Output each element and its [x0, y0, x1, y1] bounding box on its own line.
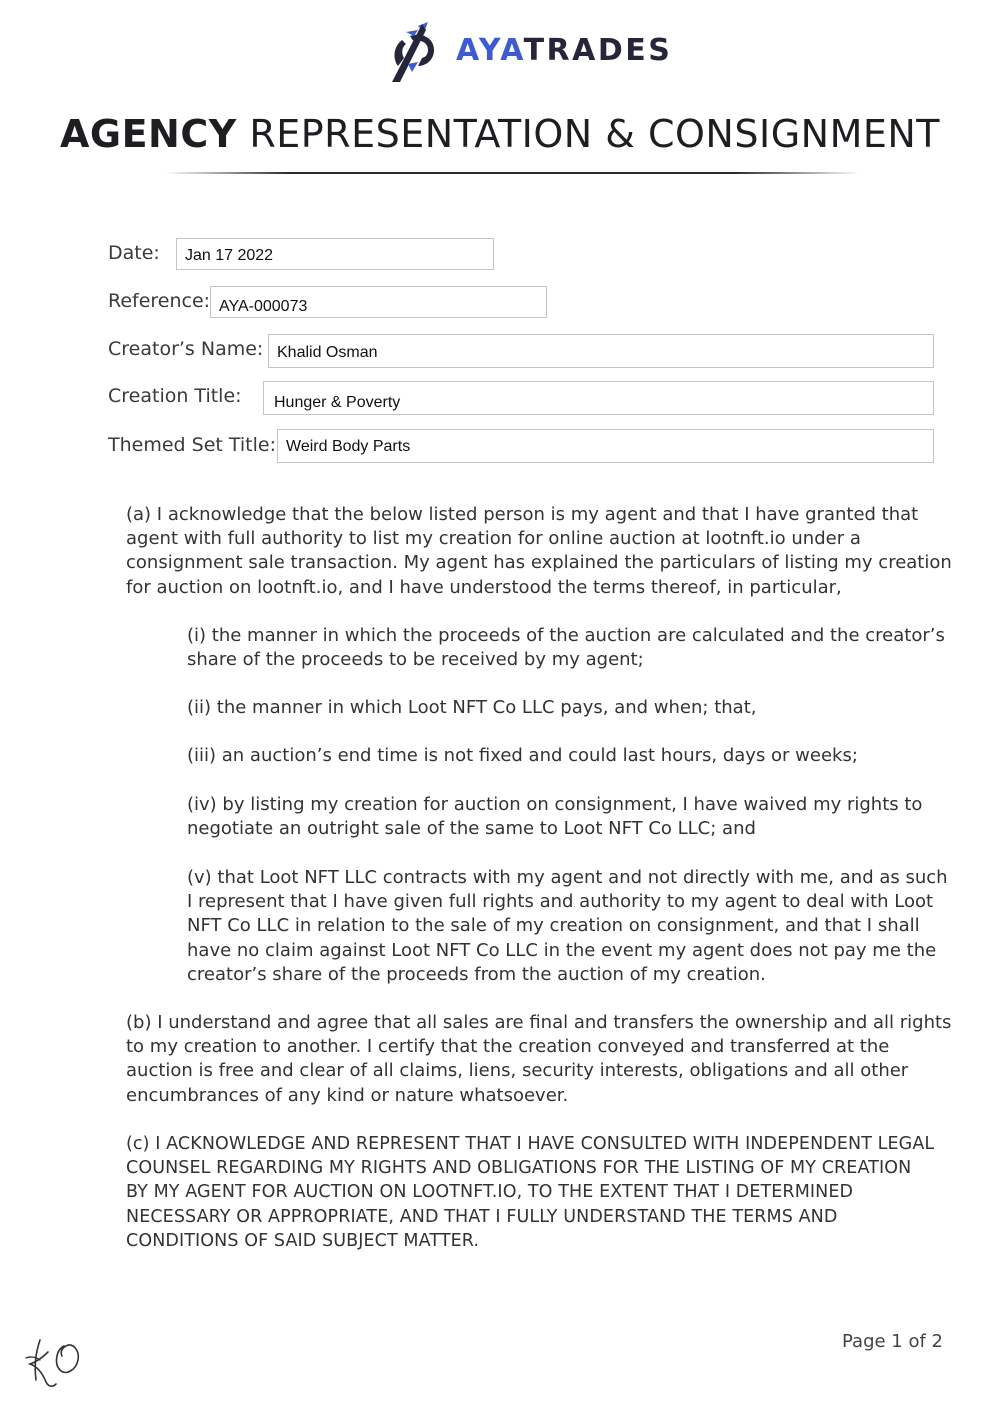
list-item-i: (i) the manner in which the proceeds of the auction are calculated and the creator’s share of the proceeds to be received by my agent;: [187, 625, 945, 671]
document-title-bold: AGENCY: [59, 112, 237, 156]
signature-initials: [22, 1330, 92, 1397]
themed-set-label: Themed Set Title:: [108, 434, 276, 456]
reference-field[interactable]: AYA-000073: [210, 286, 547, 318]
document-title-rest: REPRESENTATION & CONSIGNMENT: [249, 112, 940, 156]
creation-title-label: Creation Title:: [108, 385, 242, 407]
creation-title-field[interactable]: Hunger & Poverty: [263, 381, 934, 415]
date-field[interactable]: Jan 17 2022: [176, 238, 494, 270]
list-item-v: (v) that Loot NFT LLC contracts with my agent and not directly with me, and as such I represent that I have given full rights and authority to my agent to deal with Loot NFT Co LLC in relation to the sale of my creation on consignment, and that I shall have no claim against Loot NFT Co LLC in the event my agent does not pay me the creator’s share of the proceeds from the auction of my creation.: [187, 867, 948, 985]
creator-name-field[interactable]: Khalid Osman: [268, 334, 934, 368]
brand-wordmark-aya: AYA: [456, 33, 524, 68]
ayatrades-logo-icon: [388, 18, 440, 84]
brand-wordmark: [456, 33, 673, 68]
paragraph-b: (b) I understand and agree that all sales are final and transfers the ownership and all rights to my creation to another. I certify that the creation conveyed and transferred at the auction is free and clear of all claims, liens, security interests, obligations and all other encumbrances of any kind or nature whatsoever.: [126, 1012, 952, 1106]
creator-name-label: Creator’s Name:: [108, 338, 264, 360]
list-item-iv: (iv) by listing my creation for auction on consignment, I have waived my rights to negotiate an outright sale of the same to Loot NFT Co LLC; and: [187, 794, 923, 840]
date-label: Date:: [108, 242, 160, 264]
document-title: [0, 112, 1000, 156]
list-item-ii: (ii) the manner in which Loot NFT Co LLC pays, and when; that,: [187, 697, 757, 718]
page-number: Page 1 of 2: [842, 1331, 943, 1352]
list-item-iii: (iii) an auction’s end time is not fixed and could last hours, days or weeks;: [187, 745, 858, 766]
brand-wordmark-trades: TRADES: [523, 33, 673, 68]
title-divider: [165, 172, 860, 174]
reference-label: Reference:: [108, 290, 211, 312]
paragraph-a: (a) I acknowledge that the below listed person is my agent and that I have granted that agent with full authority to list my creation for online auction at lootnft.io under a consignment sale transaction. My agent has explained the particulars of listing my creation for auction on lootnft.io, and I have understood the terms thereof, in particular,: [126, 504, 952, 598]
themed-set-field[interactable]: Weird Body Parts: [277, 429, 934, 463]
paragraph-c: (c) I ACKNOWLEDGE AND REPRESENT THAT I HAVE CONSULTED WITH INDEPENDENT LEGAL COUNSEL REGARDING MY RIGHTS AND OBLIGATIONS FOR THE LISTING OF MY CREATION BY MY AGENT FOR AUCTION ON LOOTNFT.IO, TO THE EXTENT THAT I DETERMINED NECESSARY OR APPROPRIATE, AND THAT I FULLY UNDERSTAND THE TERMS AND CONDITIONS OF SAID SUBJECT MATTER.: [126, 1134, 935, 1251]
brand-logo: [388, 18, 672, 84]
